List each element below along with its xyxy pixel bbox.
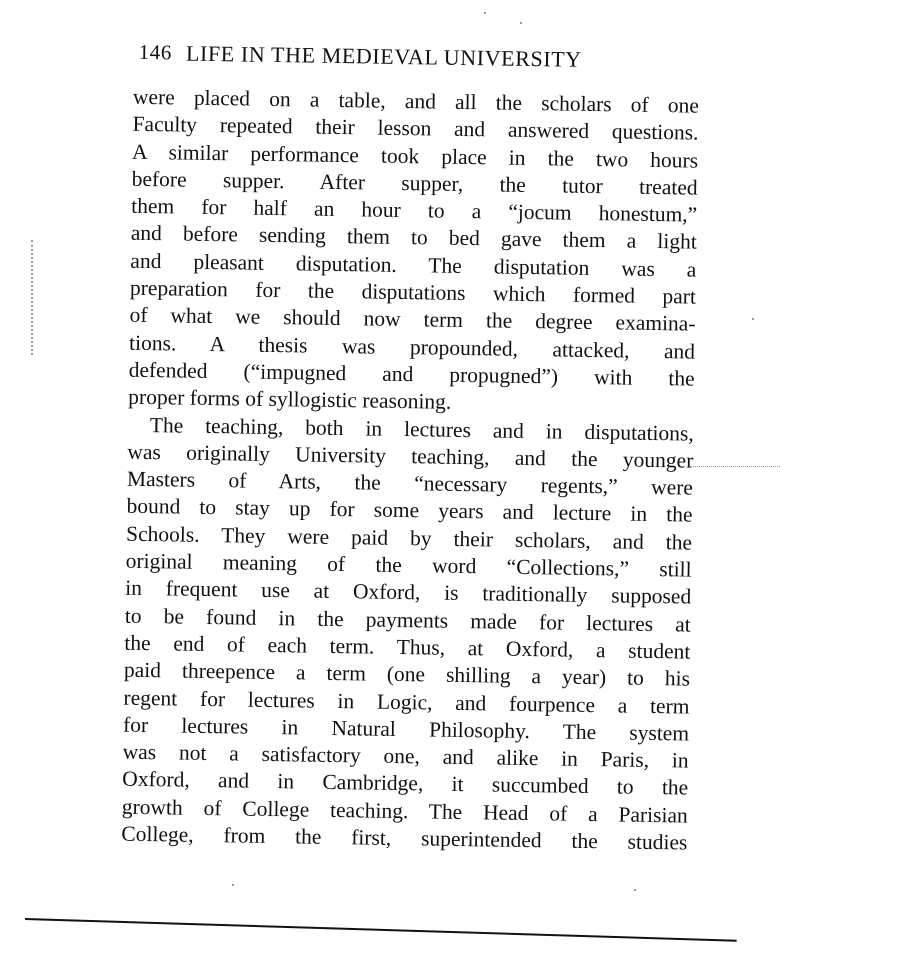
- scan-speck: [232, 884, 234, 886]
- running-title: LIFE IN THE MEDIEVAL UNIVERSITY: [185, 40, 582, 72]
- scan-speck: [752, 318, 754, 320]
- scan-speck: [484, 12, 486, 14]
- text-line: before supper. After supper, the tutor treated: [131, 166, 698, 200]
- paragraph-end-line: proper forms of syllogistic reasoning.: [128, 384, 452, 415]
- text-line: College, from the first, superintended the studies: [121, 821, 688, 855]
- text-line: to be found in the payments made for lectures at: [124, 603, 691, 637]
- body-text: [121, 84, 699, 857]
- text-line: Schools. They were paid by their scholars, and the: [125, 521, 693, 555]
- scan-margin-marks: [31, 240, 37, 355]
- text-line: defended (“impugned and propugned”) with the: [128, 357, 695, 391]
- text-line: and pleasant disputation. The disputation was a: [130, 248, 697, 282]
- text-line: for lectures in Natural Philosophy. The system: [122, 712, 690, 746]
- scan-dotted-mark: [690, 466, 780, 467]
- text-line: Masters of Arts, the “necessary regents,” were: [126, 466, 694, 500]
- text-line: was not a satisfactory one, and alike in Paris, in: [122, 739, 689, 773]
- text-line: paid threepence a term (one shilling a year) to his: [123, 657, 691, 691]
- text-line: the end of each term. Thus, at Oxford, a student: [124, 630, 691, 664]
- paragraph-start-line: The teaching, both in lectures and in disputations,: [149, 412, 694, 446]
- text-line: preparation for the disputations which formed part: [129, 275, 697, 309]
- running-head: [138, 40, 693, 75]
- text-line: them for half an hour to a “jocum honestum,”: [131, 193, 698, 227]
- text-line: regent for lectures in Logic, and fourpence a term: [123, 685, 690, 719]
- text-line: Oxford, and in Cambridge, it succumbed to the: [122, 767, 689, 800]
- text-line: was originally University teaching, and the younger: [127, 439, 694, 473]
- page-number: 146: [138, 39, 173, 65]
- text-line: tions. A thesis was propounded, attacked, and: [128, 330, 696, 364]
- text-line: were placed on a table, and all the scholars of one: [132, 84, 700, 118]
- text-line: Faculty repeated their lesson and answered questions.: [132, 112, 699, 145]
- text-line: in frequent use at Oxford, is traditionally supposed: [125, 576, 692, 609]
- text-line: and before sending them to bed gave them a light: [130, 221, 697, 255]
- text-line: original meaning of the word “Collections,” still: [125, 548, 692, 582]
- text-line: bound to stay up for some years and lecture in the: [126, 494, 693, 528]
- text-line: of what we should now term the degree examina-: [129, 303, 696, 336]
- text-line: growth of College teaching. The Head of a Parisian: [121, 794, 688, 828]
- scan-speck: [634, 889, 636, 891]
- text-line: A similar performance took place in the two hours: [131, 139, 699, 173]
- scan-speck: [520, 22, 522, 24]
